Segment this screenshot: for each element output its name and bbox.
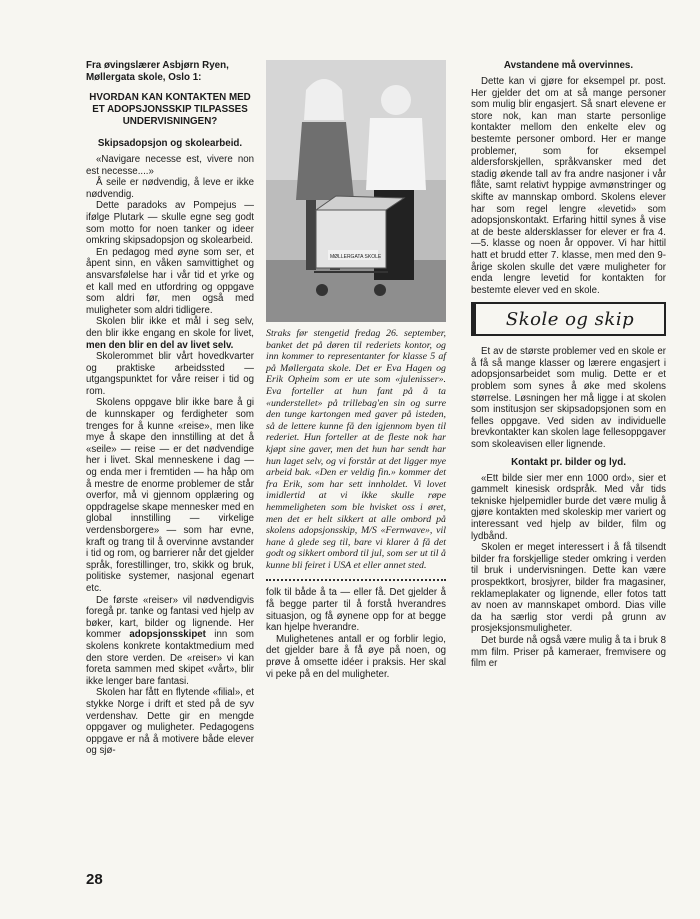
paragraph: Et av de største problemer ved en skole er å få så mange klasser og lærere engasjert i adopsjonsarbeidet som mulig. Dette er et problem som synes å øke med skolens størrelse. Løsningen her må ligge i at skolen som institusjon ser skipsadopsjonen som en felles oppgave. Ved siden av individuelle brevkontakter kan skolen lage fellesoppgaver som skoleavisen eller lignende. [471,346,666,451]
section-heading-avstandene: Avstandene må overvinnes. [503,60,634,71]
box-label-text: MØLLERGATA SKOLE [330,254,382,260]
column-middle [266,60,446,680]
column-right [471,60,666,670]
paragraph-text: De første «reiser» vil nødvendigvis foregå pr. tanke og fantasi ved hjelp av bøker, kart, bilder og lignende. Her kommer [86,594,254,641]
paragraph-text: inn som skolens konkrete kontaktmedium med den store verden. De «reiser» vi kan foreta sammen med skipet «vårt», blir ikke lenger bare fantasi. [86,629,254,687]
author-byline: Fra øvingslærer Asbjørn Ryen, Møllergata skole, Oslo 1: [86,60,229,83]
paragraph: Dette kan vi gjøre for eksempel pr. post. Her gjelder det om at så mange personer som mulig blir engasjert. Så snart elevene er store nok, kan man starte personlige kontakter mellom den enkelte elev og bestemte personer ombord. Her er mange problemer, som for eksempel aldersforskjellen, språkvansker med det stadig økende tall av fra andre nasjoner i vår flåte, samt relativt hyppige avmønstringer og skifte av mannskap ombord. Skolens elever har som regel lengre «levetid» som adopsjonskontakt. Erfaring hittil synes å vise at de beste aldersklasser for elever er fra 4.—5. klasse og noen år oppover. Vi har hittil hatt et brudd etter 7. klasse, men med den 9-årige skolen skulle det være muligheter for enda lengre levetid for kontakten for bestemte elever ved en skole. [471,76,666,296]
paragraph: «Navigare necesse est, vivere non est necesse....» [86,154,254,177]
section-title-skole-og-skip: Skole og skip [505,308,635,330]
paragraph: Dette paradoks av Pompejus — ifølge Plutark — skulle egne seg godt som motto for noen tanker og ideer omkring skipsadopsjon og skolearbeid. [86,200,254,247]
article-headline: HVORDAN KAN KONTAKTEN MED ET ADOPSJONSSKIP TILPASSES UNDERVISNINGEN? [89,92,251,127]
paragraph: Skolens oppgave blir ikke bare å gi de kunnskaper og ferdigheter som trenges for å kunne «reise», men like mye å skape den innstilling at det å «seile» — reise — er det nødvendige her i livet. Skal menneskene i dag — og enda mer i fremtiden — ha håp om å mestre de enorme problemer de står overfor, må vi gjennom opplæring og oppdragelse skape mennesker med en global innstilling — virkelige verdensborgere» — som har evne, kraft og trang til å overvinne avstander i tid og rom, og barrierer når det gjelder språk, forestillinger, tro, skikk og bruk, politiske systemer, nasjonal egenart etc. [86,397,254,594]
paragraph: folk til både å ta — eller få. Det gjelder å få begge parter til å forstå hverandres situasjon, og få øynene opp for at begge kan hjelpe hverandre. [266,587,446,634]
paragraph: Skolen er meget interessert i å få tilsendt bilder fra forskjellige steder omkring i verden til bruk i undervisningen. Dette kan være prospektkort, brosjyrer, bilder fra magasiner, reklameplakater og lignende, eller fotos tatt av noen av mannskapet ombord. Dias ville da ha særlig stor verdi på grunn av prosjeksjonsmuligheter. [471,542,666,635]
paragraph-text: Skolen blir ikke et mål i seg selv, den blir ikke engang en skole for livet, [86,316,254,339]
paragraph: Skolerommet blir vårt hovedkvarter og praktiske arbeidssted — utgangspunktet for våre reiser i tid og rom. [86,351,254,397]
paragraph: En pedagog med øyne som ser, et åpent sinn, en våken samvittighet og ansvarsfølelse har i vår tid et yrke og et kall med en utfordring og oppgave som aldri før, men også med muligheter som aldri tidligere. [86,246,254,316]
paragraph: Det burde nå også være mulig å ta i bruk 8 mm film. Priser på kameraer, fremvisere og film er [471,634,666,670]
paragraph [86,316,254,351]
column-left [86,60,254,757]
photo-illustration [266,60,446,322]
section-heading-skipsadopsjon: Skipsadopsjon og skolearbeid. [97,138,243,149]
photo-children-with-gift-box [266,60,446,322]
section-title-box [471,302,666,336]
page-number: 28 [86,871,103,888]
section-heading-kontakt: Kontakt pr. bilder og lyd. [511,456,626,468]
emphasis-text: men den blir en del av livet selv. [86,339,234,351]
dotted-divider [266,579,446,581]
paragraph [86,595,254,688]
paragraph: Skolen har fått en flytende «filial», et stykke Norge i drift et sted på de syv verdenshav. Dette gir en mengde oppgaver og muligheter. Pedagogens oppgave er nå å motivere både elever og sjø- [86,687,254,757]
paragraph: Å seile er nødvendig, å leve er ikke nødvendig. [86,177,254,200]
paragraph: Mulighetenes antall er og forblir legio, det gjelder bare å få øye på noen, og prøve å omsette idéer i praksis. Her skal vi peke på en del muligheter. [266,633,446,680]
paragraph: «Ett bilde sier mer enn 1000 ord», sier et gammelt kinesisk ordspråk. Med vår tids tekniske hjelpemidler burde det være mulig å gjøre kontakten med skoleskip mer variert og interessant ved hjelp av bilder, film og lydbånd. [471,472,666,542]
emphasis-text: adopsjonsskipet [129,629,206,641]
photo-caption: Straks før stengetid fredag 26. september, banket det på døren til rederiets kontor, og inn kommer to representanter for klasse 5 af på Møllergata skole. Det er Eva Hagen og Erik Opheim som er ute som «julenisser». Eva forteller at hun fant på å ta «understellet» på trillebag'en sin og surre den tunge kartongen med gaver på isteden, så de lettere kunne få den igjennom byen til rederiet. Hun forteller at de fleste nok har kjøpt sine gaver, men det hun har sendt har hun laget selv, og vi forstår at det ligger mye arbeid bak. «Den er veldig fin.» kommer det fra Erik, som har sett innholdet. Vi lovet imidlertid at vi ikke skulle røpe hemmeligheten som ble hvisket oss i øret, men det er helt sikkert at alle ombord på skolens adopsjonsskip, M/S «Fernwave», vil hane å glede seg til, bare vi klarer å få det godt og sikkert ombord til jul, som ser ut til å kunne bli feiret i USA et eller annet sted. [266,328,446,571]
